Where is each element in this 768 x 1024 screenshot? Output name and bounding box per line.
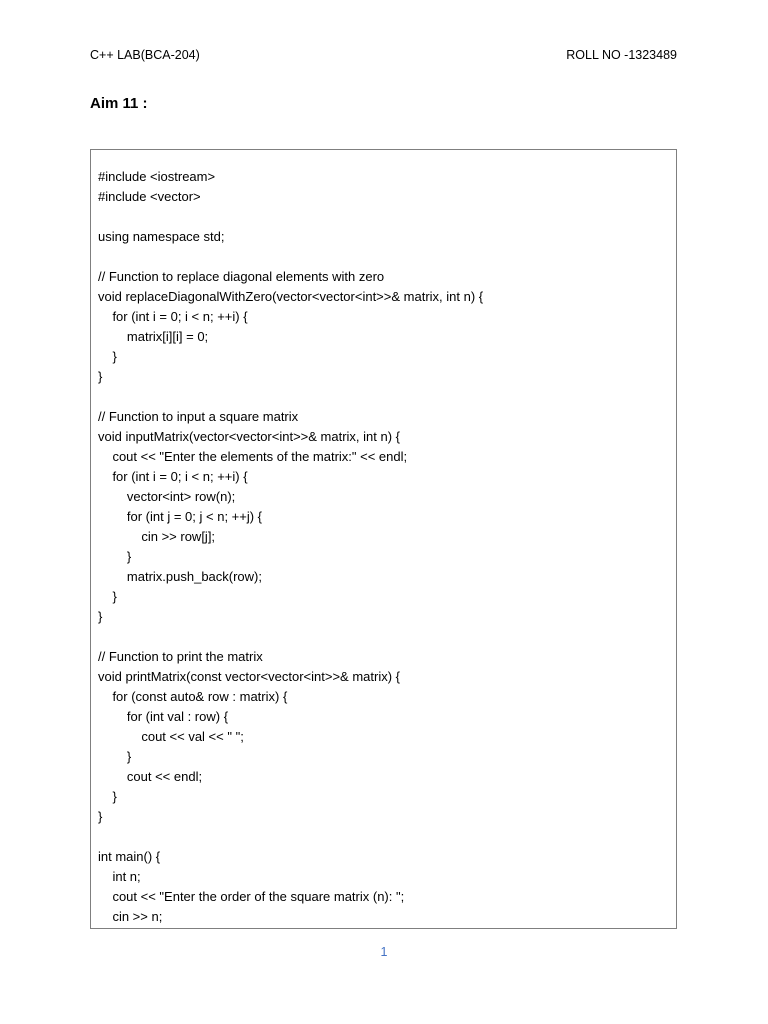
code-line: for (int j = 0; j < n; ++j) { [98, 509, 263, 524]
code-line: cout << endl; [98, 769, 203, 784]
course-header: C++ LAB(BCA-204) [90, 48, 200, 62]
code-line: int n; [98, 869, 141, 884]
code-line: for (int i = 0; i < n; ++i) { [98, 469, 248, 484]
code-line: cin >> row[j]; [98, 529, 216, 544]
code-line: cout << "Enter the order of the square matrix (n): "; [98, 889, 405, 904]
code-line: } [98, 749, 132, 764]
code-line: } [98, 589, 117, 604]
code-line: // Function to replace diagonal elements with zero [98, 269, 385, 284]
code-line: } [98, 369, 103, 384]
code-line: void printMatrix(const vector<vector<int>>& matrix) { [98, 669, 401, 684]
code-line: for (int val : row) { [98, 709, 229, 724]
code-line: for (int i = 0; i < n; ++i) { [98, 309, 248, 324]
code-line: cout << "Enter the elements of the matrix:" << endl; [98, 449, 408, 464]
code-line: cout << val << " "; [98, 729, 244, 744]
code-line [91, 247, 676, 267]
code-line: #include <vector> [98, 189, 201, 204]
code-line: } [98, 609, 103, 624]
code-line: int main() { [98, 849, 161, 864]
code-line [91, 207, 676, 227]
code-line: } [98, 789, 117, 804]
code-line: #include <iostream> [98, 169, 216, 184]
page-number: 1 [380, 945, 388, 959]
code-line: matrix.push_back(row); [98, 569, 262, 584]
code-line: cin >> n; [98, 909, 163, 924]
code-line: using namespace std; [98, 229, 225, 244]
code-lines [91, 167, 676, 927]
code-line: vector<int> row(n); [98, 489, 236, 504]
code-listing-box [90, 149, 677, 929]
code-line: } [98, 809, 103, 824]
code-line [91, 387, 676, 407]
code-line: } [98, 349, 117, 364]
code-line [91, 627, 676, 647]
code-line: matrix[i][i] = 0; [98, 329, 209, 344]
aim-title: Aim 11 : [90, 95, 148, 112]
code-line: // Function to print the matrix [98, 649, 263, 664]
roll-number-header: ROLL NO -1323489 [566, 48, 677, 62]
code-line: void replaceDiagonalWithZero(vector<vector<int>>& matrix, int n) { [98, 289, 484, 304]
code-line: // Function to input a square matrix [98, 409, 299, 424]
code-line: for (const auto& row : matrix) { [98, 689, 288, 704]
code-line: } [98, 549, 132, 564]
code-line: void inputMatrix(vector<vector<int>>& matrix, int n) { [98, 429, 401, 444]
code-line [91, 827, 676, 847]
